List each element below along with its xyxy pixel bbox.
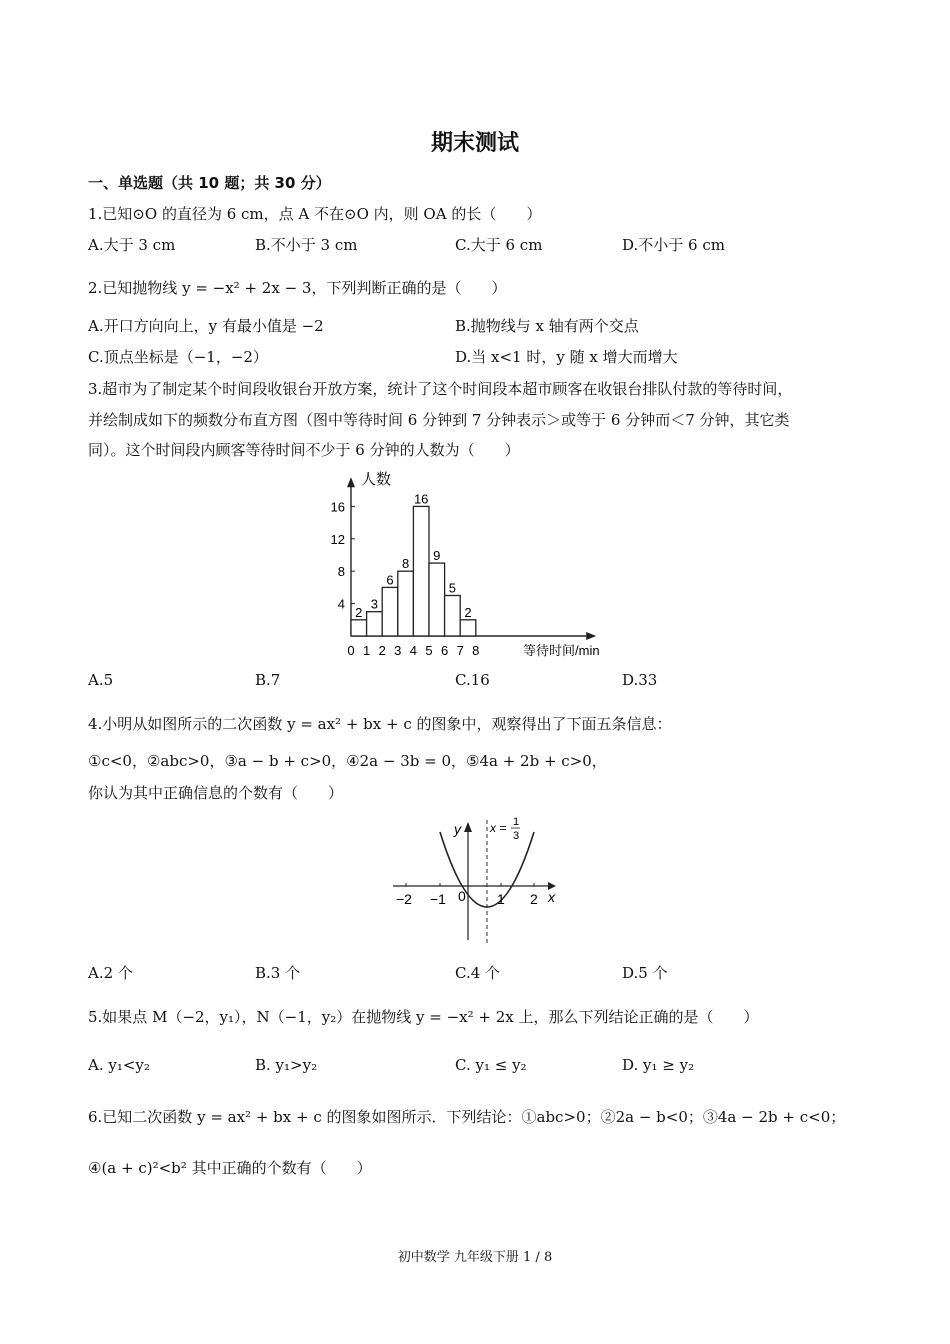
question-1-stem: 1.已知⊙O 的直径为 6 cm，点 A 不在⊙O 内，则 OA 的长（ ） [88, 205, 542, 223]
bar-value-label: 16 [413, 491, 429, 507]
q4-option-c: C.4 个 [455, 964, 501, 982]
symmetry-fraction-num: 1 [513, 816, 520, 828]
parabola-graph [388, 812, 568, 950]
q3-option-d: D.33 [622, 671, 658, 689]
question-3-line3: 同）。这个时间段内顾客等待时间不少于 6 分钟的人数为（ ） [88, 441, 520, 459]
x-tick-label: 8 [472, 643, 480, 658]
tick-label-minus2: −2 [396, 891, 412, 907]
question-6-line2: ④(a + c)²<b² 其中正确的个数有（ ） [88, 1159, 372, 1177]
q1-option-d: D.不小于 6 cm [622, 236, 725, 254]
y-tick-label: 12 [330, 531, 345, 547]
histogram-bar [382, 587, 398, 636]
question-4-stem: 4.小明从如图所示的二次函数 y = ax² + bx + c 的图象中，观察得出了下面五条信息： [88, 715, 672, 733]
q5-option-b: B. y₁>y₂ [255, 1056, 318, 1074]
q2-option-b: B.抛物线与 x 轴有两个交点 [455, 317, 639, 335]
q1-option-c: C.大于 6 cm [455, 236, 543, 254]
q5-option-a: A. y₁<y₂ [88, 1056, 150, 1074]
histogram-x-label: 等待时间/min [523, 643, 600, 658]
histogram-y-label: 人数 [361, 471, 392, 488]
x-tick-label: 7 [456, 643, 464, 658]
question-6-stem: 6.已知二次函数 y = ax² + bx + c 的图象如图所示．下列结论：①abc>0；②2a − b<0；③4a − 2b + c<0； [88, 1108, 846, 1126]
q3-option-c: C.16 [455, 671, 490, 689]
bar-value-label: 8 [401, 556, 410, 572]
q3-option-b: B.7 [255, 671, 281, 689]
graph-x-label: x [548, 889, 555, 905]
q4-option-a: A.2 个 [88, 964, 133, 982]
histogram-bar [398, 571, 414, 636]
histogram-y-arrow [347, 477, 355, 487]
symmetry-fraction-den: 3 [513, 830, 520, 842]
histogram-bar [351, 620, 367, 636]
bar-value-label: 6 [386, 572, 394, 588]
histogram-bar [413, 506, 429, 636]
q4-option-b: B.3 个 [255, 964, 301, 982]
question-4-ask: 你认为其中正确信息的个数有（ ） [88, 784, 344, 802]
q1-option-a: A.大于 3 cm [88, 236, 176, 254]
q2-option-d: D.当 x<1 时，y 随 x 增大而增大 [455, 348, 678, 366]
q2-option-a: A.开口方向向上，y 有最小值是 −2 [88, 317, 324, 335]
question-3-line1: 3.超市为了制定某个时间段收银台开放方案，统计了这个时间段本超市顾客在收银台排队付款的等待时间， [88, 380, 793, 398]
x-tick-label: 4 [409, 643, 418, 658]
x-tick-label: 6 [440, 643, 449, 658]
bar-value-label: 9 [433, 548, 441, 564]
x-tick-label: 1 [362, 643, 371, 658]
bar-value-label: 2 [464, 604, 472, 620]
bar-value-label: 5 [448, 580, 457, 596]
symmetry-label: x = [490, 821, 507, 835]
x-tick-label: 5 [425, 643, 433, 658]
section-heading: 一、单选题（共 10 题；共 30 分） [88, 174, 331, 192]
q3-option-a: A.5 [88, 671, 114, 689]
question-4-info: ①c<0，②abc>0，③a − b + c>0，④2a − 3b = 0，⑤4a + 2b + c>0， [88, 752, 607, 770]
y-tick-label: 8 [337, 564, 345, 580]
q2-option-c: C.顶点坐标是（−1，−2） [88, 348, 268, 366]
question-5-stem: 5.如果点 M（−2，y₁），N（−1，y₂）在抛物线 y = −x² + 2x 上，那么下列结论正确的是（ ） [88, 1008, 759, 1026]
histogram-bar [367, 612, 383, 636]
question-2-stem: 2.已知抛物线 y = −x² + 2x − 3，下列判断正确的是（ ） [88, 279, 507, 297]
page-title: 期末测试 [430, 131, 519, 156]
histogram-bar [429, 563, 445, 636]
bar-value-label: 2 [355, 604, 363, 620]
histogram-bar [445, 596, 461, 637]
q5-option-d: D. y₁ ≥ y₂ [622, 1056, 695, 1074]
tick-label-0: 0 [458, 888, 466, 904]
bar-value-label: 3 [370, 596, 379, 612]
y-tick-label: 16 [330, 499, 345, 515]
y-tick-label: 4 [337, 596, 345, 612]
tick-label-minus1: −1 [430, 891, 446, 907]
page-footer: 初中数学 九年级下册 1 / 8 [397, 1250, 553, 1265]
histogram-x-arrow [586, 632, 596, 640]
y-axis-arrow [464, 822, 472, 832]
histogram-chart [325, 468, 625, 660]
tick-label-1: 1 [497, 891, 505, 907]
x-tick-label: 0 [347, 643, 355, 658]
q4-option-d: D.5 个 [622, 964, 668, 982]
histogram-bar [460, 620, 476, 636]
tick-label-2: 2 [530, 891, 538, 907]
graph-y-label: y [454, 821, 461, 837]
q1-option-b: B.不小于 3 cm [255, 236, 358, 254]
x-tick-label: 3 [394, 643, 402, 658]
q5-option-c: C. y₁ ≤ y₂ [455, 1056, 527, 1074]
question-3-line2: 并绘制成如下的频数分布直方图（图中等待时间 6 分钟到 7 分钟表示＞或等于 6 分钟而＜7 分钟，其它类 [88, 411, 790, 429]
x-tick-label: 2 [378, 643, 386, 658]
